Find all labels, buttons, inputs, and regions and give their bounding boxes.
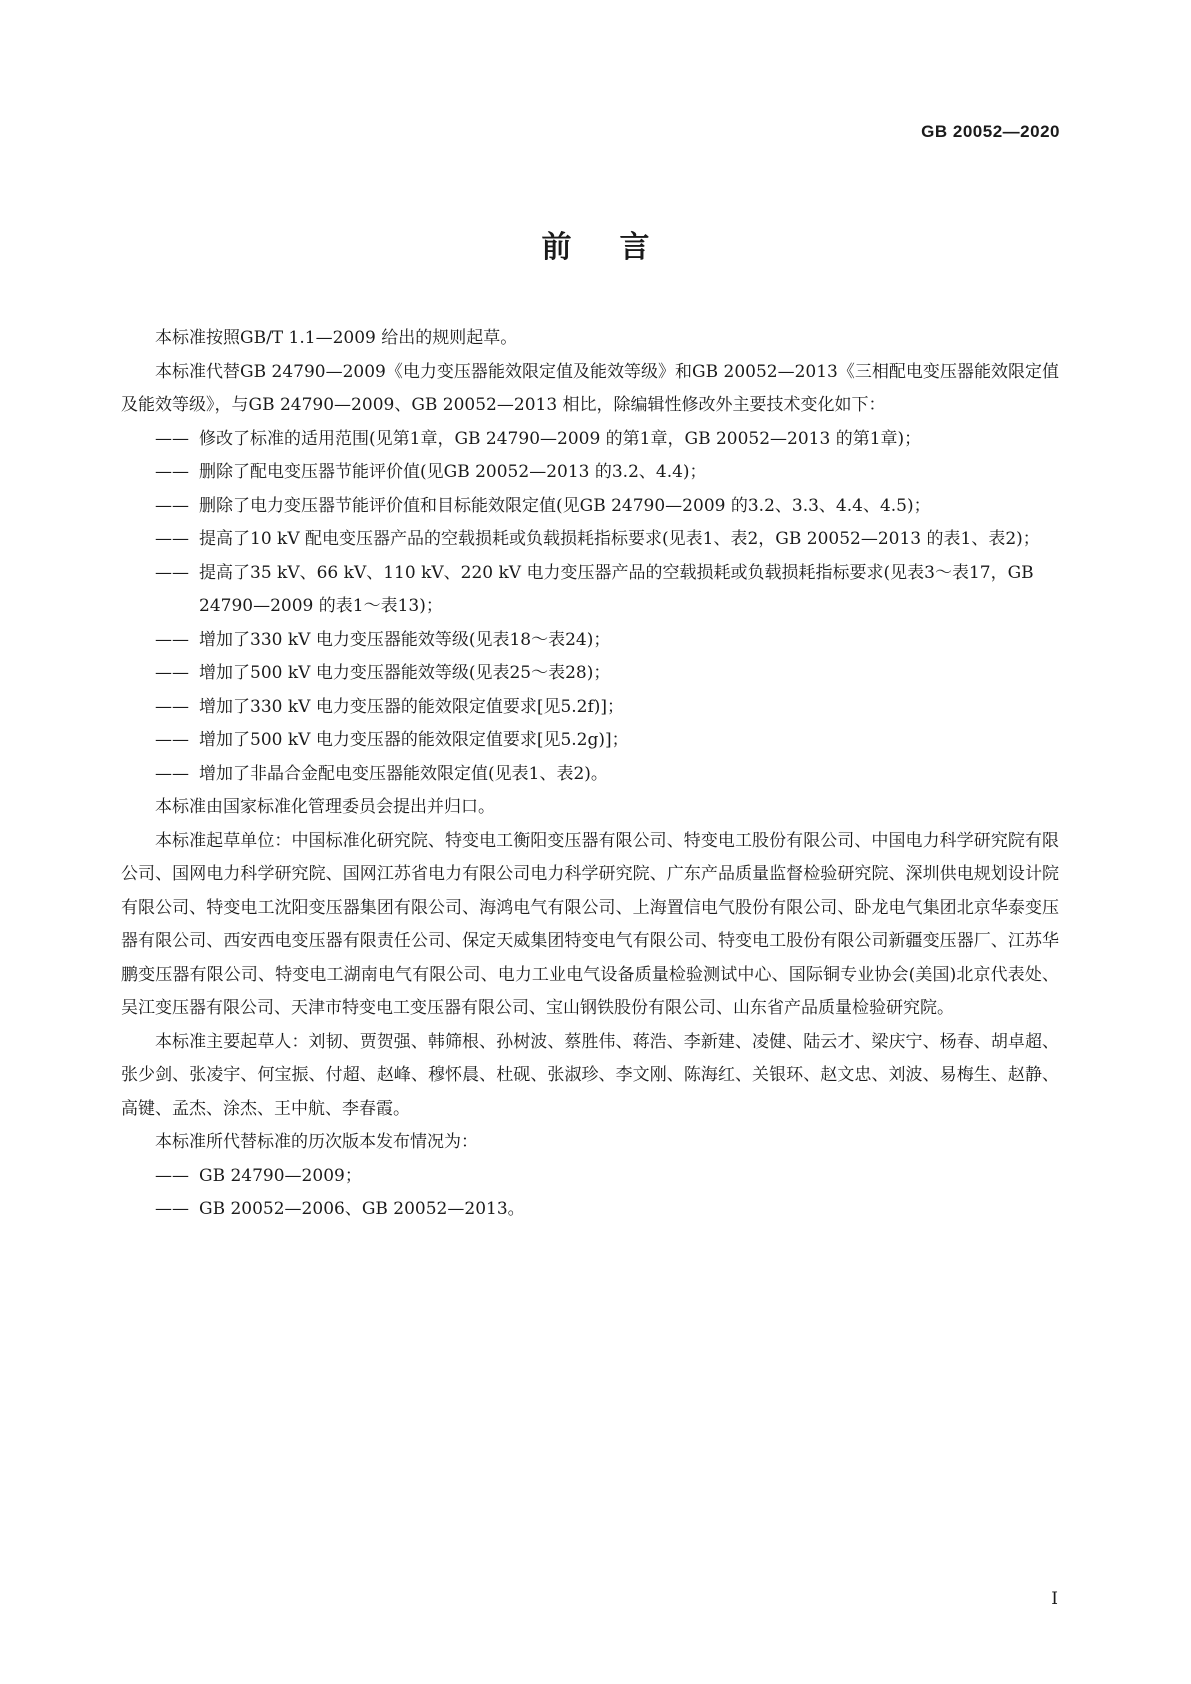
list-item: —— 增加了500 kV 电力变压器的能效限定值要求[见5.2g)]；: [155, 730, 629, 750]
list-item: —— 提高了10 kV 配电变压器产品的空载损耗或负载损耗指标要求(见表1、表2，GB 20052—2013 的表1、表2)；: [155, 529, 1040, 549]
list-item: —— 删除了电力变压器节能评价值和目标能效限定值(见GB 24790—2009 的3.2、3.3、4.4、4.5)；: [155, 495, 931, 516]
history-item: —— GB 20052—2006、GB 20052—2013。: [155, 1199, 525, 1219]
foreword-body: [121, 322, 1059, 1227]
list-item: —— 增加了500 kV 电力变压器能效等级(见表25～表28)；: [155, 663, 611, 683]
page-title-part2: 言: [619, 230, 650, 265]
page-title: [0, 222, 1191, 266]
page-number: I: [1051, 1589, 1058, 1609]
paragraph-replacement: 本标准代替GB 24790—2009《电力变压器能效限定值及能效等级》和GB 20052—2013《三相配电变压器能效限定值及能效等级》，与GB 24790—2009、GB 20052—2013 相比，除编辑性修改外主要技术变化如下：: [121, 361, 1059, 415]
list-item: —— 提高了35 kV、66 kV、110 kV、220 kV 电力变压器产品的空载损耗或负载损耗指标要求(见表3～表17，GB 24790—2009 的表1～表13)；: [155, 562, 1034, 616]
list-item: —— 增加了330 kV 电力变压器能效等级(见表18～表24)；: [155, 629, 611, 650]
list-item: —— 增加了非晶合金配电变压器能效限定值(见表1、表2)。: [155, 763, 608, 784]
list-item: —— 修改了标准的适用范围(见第1章，GB 24790—2009 的第1章，GB 20052—2013 的第1章)；: [155, 428, 922, 449]
history-item: —— GB 24790—2009；: [155, 1165, 362, 1186]
page-title-part1: 前: [541, 230, 572, 265]
paragraph-drafting-units: 本标准起草单位：中国标准化研究院、特变电工衡阳变压器有限公司、特变电工股份有限公司、中国电力科学研究院有限公司、国网电力科学研究院、国网江苏省电力有限公司电力科学研究院、广东产品质量监督检验研究院、深圳供电规划设计院有限公司、特变电工沈阳变压器集团有限公司、海鸿电气有限公司、上海置信电气股份有限公司、卧龙电气集团北京华泰变压器有限公司、西安西电变压器有限责任公司、保定天威集团特变电气有限公司、特变电工股份有限公司新疆变压器厂、江苏华鹏变压器有限公司、特变电工湖南电气有限公司、电力工业电气设备质量检验测试中心、国际铜专业协会(美国)北京代表处、吴江变压器有限公司、天津市特变电工变压器有限公司、宝山钢铁股份有限公司、山东省产品质量检验研究院。: [121, 830, 1059, 1018]
list-item: —— 删除了配电变压器节能评价值(见GB 20052—2013 的3.2、4.4)；: [155, 462, 707, 482]
paragraph-drafting-rules: 本标准按照GB/T 1.1—2009 给出的规则起草。: [155, 328, 518, 348]
list-item: —— 增加了330 kV 电力变压器的能效限定值要求[见5.2f)]；: [155, 696, 625, 717]
paragraph-proposer: 本标准由国家标准化管理委员会提出并归口。: [155, 797, 495, 817]
paragraph-history-intro: 本标准所代替标准的历次版本发布情况为：: [155, 1132, 478, 1152]
standard-code: GB 20052—2020: [921, 122, 1060, 141]
paragraph-drafters: 本标准主要起草人：刘韧、贾贺强、韩筛根、孙树波、蔡胜伟、蒋浩、李新建、凌健、陆云才、梁庆宁、杨春、胡卓超、张少剑、张凌宇、何宝振、付超、赵峰、穆怀晨、杜砚、张淑珍、李文刚、陈海红、关银环、赵文忠、刘波、易梅生、赵静、高键、孟杰、涂杰、王中航、李春霞。: [121, 1031, 1059, 1119]
